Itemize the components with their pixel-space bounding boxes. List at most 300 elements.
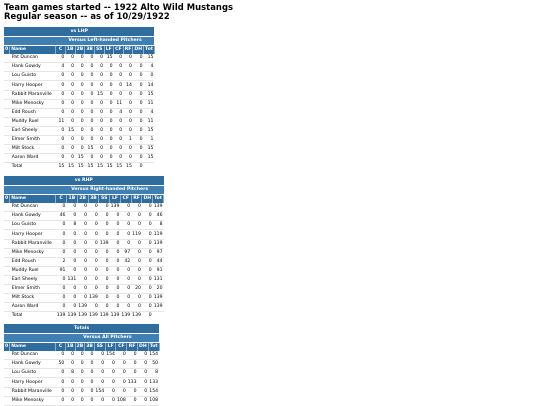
cell-ss: 0 (94, 136, 104, 145)
total-cell-3b: 139 (89, 313, 98, 319)
column-header-check[interactable]: 0 (4, 195, 10, 204)
table-subcaption: Versus Right-handed Pitchers (56, 186, 164, 195)
column-header-lf[interactable]: LF (104, 46, 114, 55)
cell-ss: 15 (94, 90, 104, 99)
table-row (4, 275, 164, 284)
column-header-row (4, 46, 154, 55)
cell-rf: 0 (123, 108, 133, 117)
column-header-cf[interactable]: CF (116, 343, 127, 352)
cell-1b: 0 (66, 239, 77, 248)
column-header-1b[interactable]: 1B (65, 343, 75, 352)
cell-2b: 0 (75, 72, 85, 81)
cell-ss: 0 (99, 221, 110, 230)
player-name[interactable]: Milt Stock (10, 145, 56, 154)
cell-3b: 0 (88, 212, 99, 221)
cell-lf: 0 (110, 230, 121, 239)
column-header-name[interactable]: Name (10, 195, 56, 204)
player-name[interactable]: Muddy Ruel (10, 266, 56, 275)
cell-tot: 15 (144, 126, 155, 135)
total-cell-lf: 15 (106, 164, 113, 170)
stats-table (4, 176, 164, 320)
cell-dh: 0 (133, 154, 144, 163)
cell-rf: 0 (123, 54, 133, 63)
column-header-1b[interactable]: 1B (65, 46, 75, 55)
cell-3b: 0 (85, 126, 95, 135)
cell-cf: 0 (114, 145, 124, 154)
cell-cf: 0 (120, 266, 131, 275)
cell-2b: 0 (77, 266, 88, 275)
column-header-3b[interactable]: 3B (85, 46, 95, 55)
cell-3b: 139 (88, 294, 99, 303)
player-name[interactable]: Mike Menosky (10, 248, 56, 257)
cell-3b: 0 (88, 303, 99, 312)
cell-dh: 0 (138, 369, 149, 378)
cell-c: 0 (56, 248, 67, 257)
cell-lf: 154 (105, 351, 116, 360)
cell-3b: 0 (85, 54, 95, 63)
column-header-check[interactable]: 0 (4, 46, 10, 55)
cell-dh: 0 (142, 266, 153, 275)
table-subcaption: Versus Left-handed Pitchers (56, 37, 155, 46)
cell-ss: 0 (99, 285, 110, 294)
cell-c: 0 (56, 285, 67, 294)
cell-tot: 15 (144, 154, 155, 163)
cell-cf: 0 (120, 221, 131, 230)
table-row (4, 303, 164, 312)
cell-2b: 0 (75, 396, 85, 405)
player-name[interactable]: Harry Hooper (10, 81, 56, 90)
cell-cf: 0 (120, 303, 131, 312)
cell-1b: 0 (65, 387, 75, 396)
title-line-1: Team games started -- 1922 Alto Wild Mustangs (4, 2, 234, 12)
cell-tot: 154 (148, 387, 159, 396)
cell-cf: 0 (120, 285, 131, 294)
cell-tot: 46 (153, 212, 164, 221)
cell-2b: 0 (75, 54, 85, 63)
cell-dh: 0 (142, 294, 153, 303)
cell-cf: 0 (120, 203, 131, 212)
cell-c: 0 (56, 126, 66, 135)
cell-rf: 0 (123, 72, 133, 81)
cell-2b: 139 (77, 303, 88, 312)
cell-ss: 0 (94, 145, 104, 154)
total-cell-lf: 139 (110, 313, 120, 319)
cell-dh: 0 (133, 136, 144, 145)
player-name[interactable]: Edd Roush (10, 257, 56, 266)
table-caption: vs LHP (4, 27, 154, 37)
cell-dh: 0 (133, 145, 144, 154)
column-header-c[interactable]: C (56, 46, 66, 55)
column-header-lf[interactable]: LF (105, 343, 116, 352)
column-header-check[interactable]: 0 (4, 343, 10, 352)
total-label: Total (11, 164, 23, 170)
column-header-lf[interactable]: LF (110, 195, 121, 204)
table-caption-row (4, 27, 154, 37)
column-header-2b[interactable]: 2B (75, 343, 85, 352)
cell-1b: 0 (65, 378, 75, 387)
player-name[interactable]: Edd Roush (10, 108, 56, 117)
cell-cf: 42 (120, 257, 131, 266)
player-name[interactable]: Earl Sheely (10, 126, 56, 135)
cell-3b: 0 (88, 239, 99, 248)
column-header-rf[interactable]: RF (131, 195, 142, 204)
player-name[interactable]: Earl Sheely (10, 275, 56, 284)
column-header-cf[interactable]: CF (114, 46, 124, 55)
cell-ss: 0 (99, 212, 110, 221)
table-row (4, 369, 159, 378)
table-row (4, 212, 164, 221)
cell-2b: 0 (75, 126, 85, 135)
cell-lf: 0 (110, 257, 121, 266)
cell-ss: 0 (99, 257, 110, 266)
table-caption-row (4, 324, 159, 334)
cell-tot: 119 (153, 230, 164, 239)
cell-lf: 0 (104, 63, 114, 72)
cell-ss: 0 (94, 63, 104, 72)
column-header-2b[interactable]: 2B (75, 46, 85, 55)
total-row (4, 312, 164, 321)
cell-2b: 0 (75, 145, 85, 154)
cell-2b: 0 (77, 285, 88, 294)
cell-tot: 50 (148, 360, 159, 369)
cell-cf: 0 (116, 369, 127, 378)
column-header-dh[interactable]: DH (138, 343, 149, 352)
cell-c: 0 (56, 54, 66, 63)
player-name[interactable]: Elmer Smith (10, 285, 56, 294)
table-row (4, 81, 154, 90)
cell-3b: 0 (85, 63, 95, 72)
cell-2b: 0 (75, 378, 85, 387)
table-row (4, 239, 164, 248)
cell-lf: 0 (110, 285, 121, 294)
cell-rf: 0 (123, 63, 133, 72)
table-row (4, 351, 159, 360)
cell-tot: 154 (148, 351, 159, 360)
cell-cf: 0 (120, 230, 131, 239)
cell-2b: 0 (77, 239, 88, 248)
cell-rf: 0 (127, 387, 138, 396)
player-name[interactable]: Harry Hooper (10, 230, 56, 239)
column-header-rf[interactable]: RF (123, 46, 133, 55)
cell-ss: 0 (94, 72, 104, 81)
table-row (4, 154, 154, 163)
table-subcaption-row (4, 186, 164, 195)
cell-dh: 0 (142, 212, 153, 221)
table-caption-row (4, 176, 164, 186)
cell-1b: 0 (65, 117, 75, 126)
cell-c: 0 (56, 99, 66, 108)
player-name[interactable]: Milt Stock (10, 294, 56, 303)
cell-cf: 0 (114, 81, 124, 90)
cell-2b: 0 (77, 203, 88, 212)
total-cell-dh: 0 (148, 313, 152, 319)
cell-tot: 108 (148, 396, 159, 405)
cell-1b: 131 (66, 275, 77, 284)
cell-rf: 133 (127, 378, 138, 387)
column-header-c[interactable]: C (56, 195, 67, 204)
total-cell-ss: 15 (97, 164, 103, 170)
cell-ss: 0 (94, 369, 105, 378)
column-header-3b[interactable]: 3B (88, 195, 99, 204)
column-header-name[interactable]: Name (10, 46, 56, 55)
player-name[interactable]: Hank Gowdy (10, 212, 56, 221)
cell-c: 11 (56, 117, 66, 126)
column-header-tot[interactable]: Tot (148, 343, 159, 352)
cell-1b: 0 (65, 136, 75, 145)
table-row (4, 72, 154, 81)
cell-dh: 0 (142, 257, 153, 266)
cell-3b: 0 (85, 387, 95, 396)
cell-c: 0 (56, 145, 66, 154)
subcaption-spacer (4, 334, 56, 343)
cell-3b: 0 (88, 285, 99, 294)
cell-1b: 0 (65, 360, 75, 369)
cell-cf: 11 (114, 99, 124, 108)
total-label: Total (11, 313, 23, 319)
cell-lf: 0 (104, 81, 114, 90)
player-name[interactable]: Rabbit Maranville (10, 387, 56, 396)
column-header-rf[interactable]: RF (127, 343, 138, 352)
total-cell-c: 139 (56, 313, 66, 319)
player-name[interactable]: Rabbit Maranville (10, 90, 56, 99)
cell-lf: 0 (104, 90, 114, 99)
cell-ss: 0 (99, 294, 110, 303)
table-row (4, 221, 164, 230)
cell-rf: 0 (131, 303, 142, 312)
cell-3b: 0 (85, 136, 95, 145)
player-name[interactable]: Muddy Ruel (10, 117, 56, 126)
table-row (4, 136, 154, 145)
cell-c: 0 (56, 230, 67, 239)
column-header-cf[interactable]: CF (120, 195, 131, 204)
cell-3b: 0 (88, 275, 99, 284)
column-header-dh[interactable]: DH (133, 46, 144, 55)
total-cell-dh: 0 (139, 164, 143, 170)
cell-lf: 0 (104, 136, 114, 145)
player-name[interactable]: Mike Menosky (10, 99, 56, 108)
cell-rf: 0 (131, 248, 142, 257)
cell-c: 0 (56, 203, 67, 212)
cell-tot: 97 (153, 248, 164, 257)
cell-1b: 0 (66, 303, 77, 312)
cell-2b: 0 (77, 294, 88, 303)
total-cell-tot (144, 163, 155, 172)
cell-lf: 0 (110, 266, 121, 275)
cell-rf: 0 (127, 351, 138, 360)
cell-dh: 0 (142, 230, 153, 239)
cell-3b: 0 (85, 360, 95, 369)
cell-cf: 0 (120, 294, 131, 303)
player-name[interactable]: Lou Guisto (10, 221, 56, 230)
cell-3b: 0 (85, 81, 95, 90)
cell-1b: 0 (66, 294, 77, 303)
table-caption: Totals (4, 324, 159, 334)
cell-c: 0 (56, 369, 66, 378)
table-row (4, 396, 159, 405)
cell-cf: 97 (120, 248, 131, 257)
cell-lf: 0 (110, 221, 121, 230)
cell-lf: 0 (104, 99, 114, 108)
cell-1b: 0 (66, 257, 77, 266)
cell-lf: 15 (104, 54, 114, 63)
cell-rf: 0 (131, 212, 142, 221)
cell-2b: 0 (77, 230, 88, 239)
table-row (4, 63, 154, 72)
cell-cf: 108 (116, 396, 127, 405)
stats-table (4, 324, 160, 406)
total-cell-1b: 15 (68, 164, 74, 170)
cell-dh: 0 (142, 239, 153, 248)
title-line-2: Regular season -- as of 10/29/1922 (4, 11, 170, 21)
cell-tot: 0 (144, 72, 155, 81)
cell-tot: 8 (153, 221, 164, 230)
total-cell-rf: 15 (126, 164, 132, 170)
column-header-name[interactable]: Name (10, 343, 56, 352)
column-header-dh[interactable]: DH (142, 195, 153, 204)
player-name[interactable]: Lou Guisto (10, 369, 56, 378)
cell-3b: 0 (85, 72, 95, 81)
cell-dh: 0 (142, 248, 153, 257)
cell-ss: 0 (94, 99, 104, 108)
cell-ss: 0 (99, 230, 110, 239)
player-name[interactable]: Mike Menosky (10, 396, 56, 405)
column-header-1b[interactable]: 1B (66, 195, 77, 204)
total-cell-cf: 139 (121, 313, 131, 319)
cell-lf: 0 (110, 239, 121, 248)
page-title (4, 3, 233, 21)
cell-3b: 0 (88, 203, 99, 212)
player-name[interactable]: Harry Hooper (10, 378, 56, 387)
cell-c: 0 (56, 275, 67, 284)
player-name[interactable]: Pat Duncan (10, 351, 56, 360)
cell-rf: 0 (127, 360, 138, 369)
column-header-ss[interactable]: SS (94, 46, 104, 55)
cell-dh: 0 (142, 203, 153, 212)
cell-cf: 0 (116, 351, 127, 360)
cell-1b: 0 (65, 99, 75, 108)
cell-1b: 0 (65, 54, 75, 63)
cell-1b: 0 (65, 396, 75, 405)
cell-ss: 139 (99, 239, 110, 248)
player-name[interactable]: Hank Gowdy (10, 360, 56, 369)
cell-2b: 0 (77, 275, 88, 284)
cell-tot: 139 (153, 203, 164, 212)
column-header-ss[interactable]: SS (99, 195, 110, 204)
cell-lf: 0 (104, 72, 114, 81)
cell-tot: 133 (148, 378, 159, 387)
total-cell-2b: 139 (78, 313, 88, 319)
cell-rf: 119 (131, 230, 142, 239)
cell-dh: 0 (142, 275, 153, 284)
cell-c: 0 (56, 90, 66, 99)
cell-c: 0 (56, 294, 67, 303)
cell-rf: 0 (123, 99, 133, 108)
cell-2b: 0 (77, 248, 88, 257)
table-subcaption-row (4, 37, 154, 46)
total-cell-3b: 15 (87, 164, 94, 170)
column-header-tot[interactable]: Tot (144, 46, 155, 55)
player-name[interactable]: Pat Duncan (10, 203, 56, 212)
cell-ss: 0 (99, 203, 110, 212)
cell-cf: 0 (114, 72, 124, 81)
table-row (4, 360, 159, 369)
cell-1b: 0 (65, 81, 75, 90)
cell-cf: 0 (114, 63, 124, 72)
cell-tot: 139 (153, 239, 164, 248)
table-row (4, 203, 164, 212)
cell-ss: 154 (94, 387, 105, 396)
cell-2b: 0 (75, 360, 85, 369)
cell-tot: 131 (153, 275, 164, 284)
cell-lf: 0 (104, 154, 114, 163)
column-header-ss[interactable]: SS (94, 343, 105, 352)
cell-3b: 0 (88, 257, 99, 266)
cell-rf: 0 (123, 145, 133, 154)
cell-c: 0 (56, 136, 66, 145)
cell-lf: 0 (110, 294, 121, 303)
table-subcaption-row (4, 334, 159, 343)
cell-2b: 0 (77, 221, 88, 230)
column-header-2b[interactable]: 2B (77, 195, 88, 204)
cell-2b: 0 (77, 212, 88, 221)
column-header-tot[interactable]: Tot (153, 195, 164, 204)
subcaption-spacer (4, 186, 56, 195)
cell-cf: 0 (116, 378, 127, 387)
cell-rf: 0 (131, 275, 142, 284)
cell-c: 0 (56, 81, 66, 90)
cell-cf: 0 (114, 126, 124, 135)
cell-ss: 0 (94, 396, 105, 405)
column-header-3b[interactable]: 3B (85, 343, 95, 352)
cell-3b: 0 (85, 117, 95, 126)
table-subcaption: Versus All Pitchers (56, 334, 159, 343)
cell-rf: 20 (131, 285, 142, 294)
player-name[interactable]: Hank Gowdy (10, 63, 56, 72)
cell-3b: 0 (85, 90, 95, 99)
cell-1b: 0 (65, 154, 75, 163)
cell-3b: 0 (85, 351, 95, 360)
table-row (4, 266, 164, 275)
table-row (4, 257, 164, 266)
cell-cf: 0 (120, 239, 131, 248)
player-name[interactable]: Pat Duncan (10, 54, 56, 63)
player-name[interactable]: Aaron Ward (10, 303, 56, 312)
total-cell-c: 15 (58, 164, 65, 170)
cell-1b: 15 (65, 126, 75, 135)
cell-rf: 0 (123, 90, 133, 99)
player-name[interactable]: Lou Guisto (10, 72, 56, 81)
cell-tot: 11 (144, 99, 155, 108)
cell-lf: 0 (104, 117, 114, 126)
cell-cf: 0 (116, 387, 127, 396)
cell-lf: 0 (105, 378, 116, 387)
cell-c: 0 (56, 378, 66, 387)
cell-dh: 0 (138, 360, 149, 369)
cell-cf: 4 (114, 108, 124, 117)
player-name[interactable]: Rabbit Maranville (10, 239, 56, 248)
column-header-c[interactable]: C (56, 343, 66, 352)
table-row (4, 117, 154, 126)
cell-2b: 15 (75, 154, 85, 163)
cell-1b: 8 (65, 369, 75, 378)
player-name[interactable]: Aaron Ward (10, 154, 56, 163)
cell-lf: 0 (104, 126, 114, 135)
player-name[interactable]: Elmer Smith (10, 136, 56, 145)
cell-dh: 0 (133, 54, 144, 63)
cell-ss: 0 (94, 378, 105, 387)
cell-lf: 0 (105, 369, 116, 378)
cell-2b: 0 (75, 63, 85, 72)
